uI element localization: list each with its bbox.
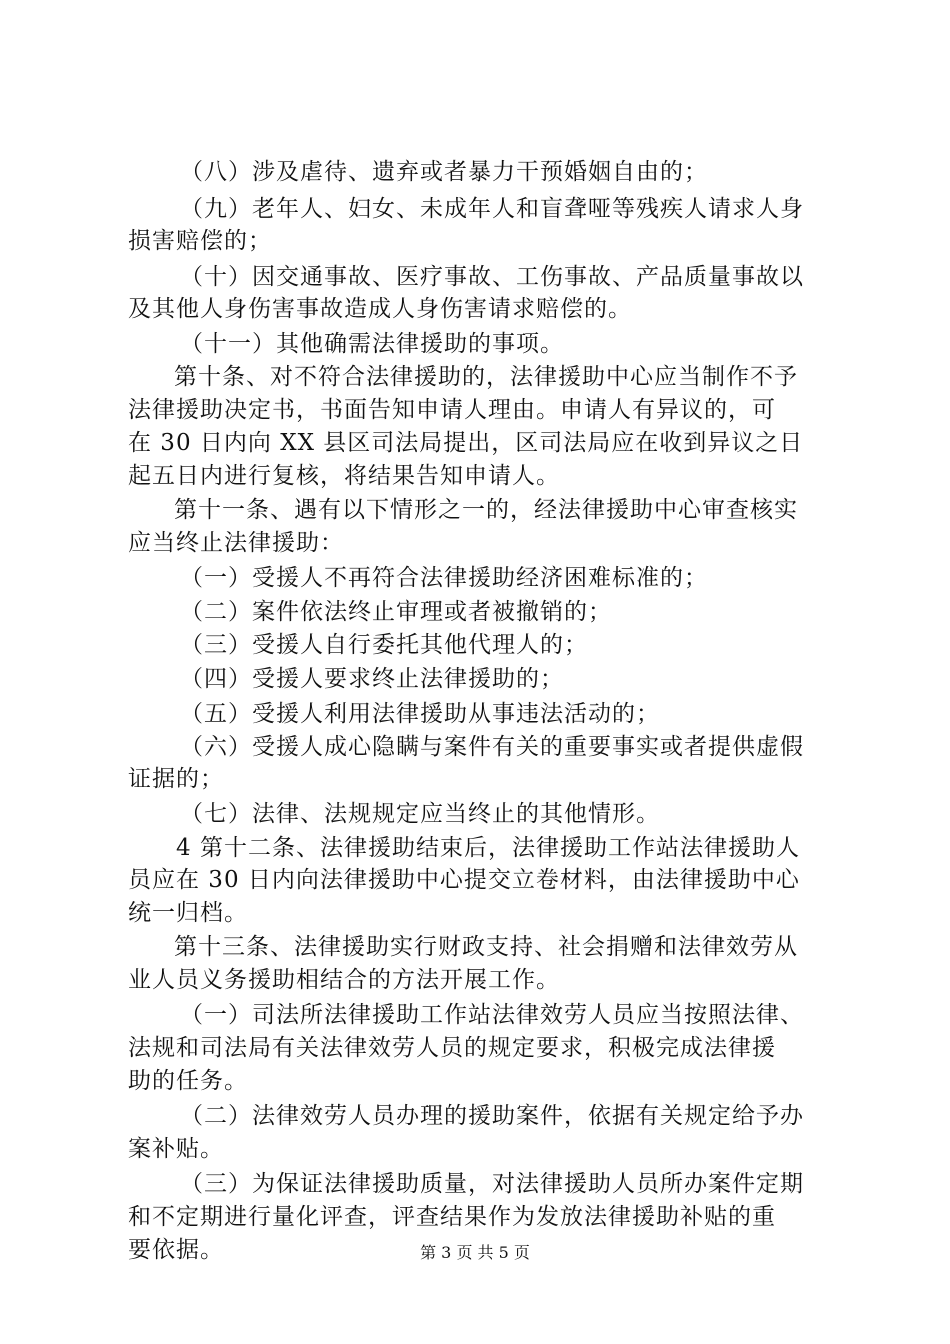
text-line: （二）案件依法终止审理或者被撤销的； <box>180 599 612 625</box>
text-line: （五）受援人利用法律援助从事违法活动的； <box>180 701 660 727</box>
text-line: （二）法律效劳人员办理的援助案件，依据有关规定给予办 <box>180 1103 804 1129</box>
text-line: 法律援助决定书，书面告知申请人理由。申请人有异议的，可 <box>128 397 776 423</box>
page-number-footer: 第 3 页 共 5 页 <box>420 1243 530 1262</box>
text-line: 要依据。 <box>128 1237 224 1263</box>
text-line: （三）受援人自行委托其他代理人的； <box>180 632 588 658</box>
text-line: （一）司法所法律援助工作站法律效劳人员应当按照法律、 <box>180 1002 804 1028</box>
text-line: 助的任务。 <box>128 1068 248 1094</box>
text-line: （九）老年人、妇女、未成年人和盲聋哑等残疾人请求人身 <box>180 196 804 222</box>
text-line: 和不定期进行量化评查，评查结果作为发放法律援助补贴的重 <box>128 1204 776 1230</box>
text-line: 统一归档。 <box>128 900 248 926</box>
text-line: 证据的； <box>128 766 224 792</box>
text-line: 案补贴。 <box>128 1136 224 1162</box>
text-line: （一）受援人不再符合法律援助经济困难标准的； <box>180 565 708 591</box>
text-line: （三）为保证法律援助质量，对法律援助人员所办案件定期 <box>180 1171 804 1197</box>
text-line: （十）因交通事故、医疗事故、工伤事故、产品质量事故以 <box>180 264 804 290</box>
text-line: 4 第十二条、法律援助结束后，法律援助工作站法律援助人 <box>176 835 800 861</box>
text-line: 员应在 30 日内向法律援助中心提交立卷材料，由法律援助中心 <box>128 867 800 893</box>
text-line: （六）受援人成心隐瞒与案件有关的重要事实或者提供虚假 <box>180 734 804 760</box>
text-line: （七）法律、法规规定应当终止的其他情形。 <box>180 801 660 827</box>
text-line: 第十条、对不符合法律援助的，法律援助中心应当制作不予 <box>174 364 798 390</box>
text-line: 损害赔偿的； <box>128 228 272 254</box>
text-line: 在 30 日内向 XX 县区司法局提出，区司法局应在收到异议之日 <box>128 430 804 456</box>
text-line: 第十一条、遇有以下情形之一的，经法律援助中心审查核实 <box>174 497 798 523</box>
text-line: （八）涉及虐待、遗弃或者暴力干预婚姻自由的； <box>180 159 708 185</box>
text-line: 第十三条、法律援助实行财政支持、社会捐赠和法律效劳从 <box>174 934 798 960</box>
text-line: 起五日内进行复核，将结果告知申请人。 <box>128 463 560 489</box>
text-line: （四）受援人要求终止法律援助的； <box>180 666 564 692</box>
text-line: 应当终止法律援助： <box>128 530 344 556</box>
text-line: 及其他人身伤害事故造成人身伤害请求赔偿的。 <box>128 296 632 322</box>
text-line: 法规和司法局有关法律效劳人员的规定要求，积极完成法律援 <box>128 1035 776 1061</box>
text-line: （十一）其他确需法律援助的事项。 <box>180 331 564 357</box>
text-line: 业人员义务援助相结合的方法开展工作。 <box>128 967 560 993</box>
